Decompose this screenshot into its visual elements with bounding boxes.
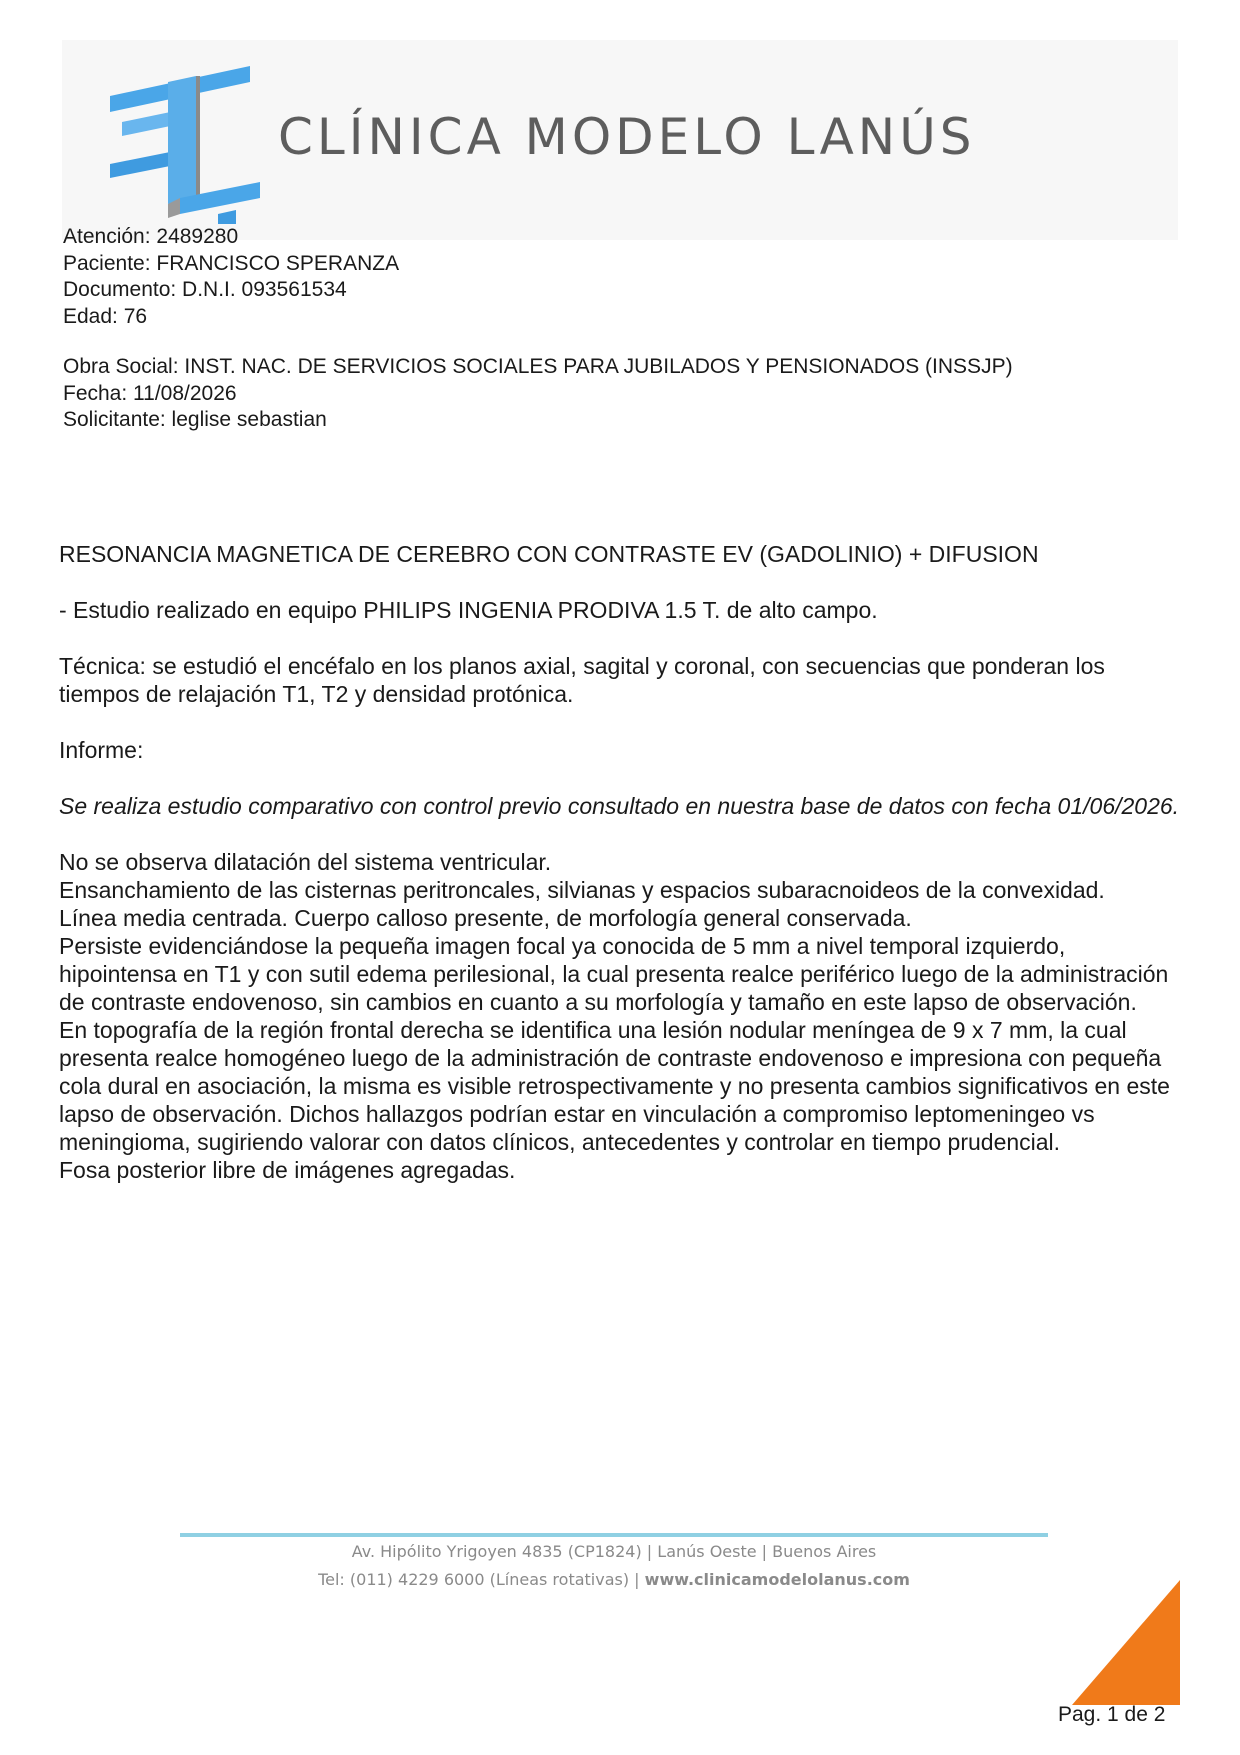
patient-name: Paciente: FRANCISCO SPERANZA <box>63 251 400 275</box>
requesting-physician: Solicitante: leglise sebastian <box>63 408 327 431</box>
report-body <box>59 540 1189 1184</box>
clinic-name: CLÍNICA MODELO LANÚS <box>278 108 976 166</box>
finding-paragraph: Ensanchamiento de las cisternas peritroncales, silvianas y espacios subaracnoideos de la convexidad. <box>59 877 1105 903</box>
comparative-note: Se realiza estudio comparativo con control previo consultado en nuestra base de datos con fecha 01/06/2026. <box>59 793 1180 819</box>
footer-address: Av. Hipólito Yrigoyen 4835 (CP1824) | Lanús Oeste | Buenos Aires <box>351 1542 877 1561</box>
health-insurance: Obra Social: INST. NAC. DE SERVICIOS SOCIALES PARA JUBILADOS Y PENSIONADOS (INSSJP) <box>63 355 1013 378</box>
patient-document: Documento: D.N.I. 093561534 <box>63 278 347 301</box>
technique-paragraph: Técnica: se estudió el encéfalo en los planos axial, sagital y coronal, con secuencias que ponderan los tiempos de relajación T1, T2 y densidad protónica. <box>59 653 1105 707</box>
atencion-number: Atención: 2489280 <box>63 225 239 248</box>
finding-paragraph: No se observa dilatación del sistema ventricular. <box>59 849 552 875</box>
finding-paragraph: Línea media centrada. Cuerpo calloso presente, de morfología general conservada. <box>59 905 912 931</box>
page-number: Pag. 1 de 2 <box>1058 1703 1166 1726</box>
informe-label: Informe: <box>59 737 144 763</box>
orange-corner-triangle-icon <box>1072 1580 1180 1705</box>
report-title: RESONANCIA MAGNETICA DE CEREBRO CON CONTRASTE EV (GADOLINIO) + DIFUSION <box>59 541 1039 567</box>
finding-paragraph: Persiste evidenciándose la pequeña imagen focal ya conocida de 5 mm a nivel temporal izquierdo, hipointensa en T1 y con sutil edema perilesional, la cual presenta realce periférico luego de la administración de contraste endovenoso, sin cambios en cuanto a su morfología y tamaño en este lapso de observación. <box>59 933 1169 1015</box>
equipment-note: - Estudio realizado en equipo PHILIPS INGENIA PRODIVA 1.5 T. de alto campo. <box>59 597 878 623</box>
study-date: Fecha: 11/08/2026 <box>63 381 237 405</box>
footer-contact <box>180 1570 1048 1589</box>
footer-phone: Tel: (011) 4229 6000 (Líneas rotativas) | <box>318 1570 645 1589</box>
patient-info <box>63 224 1013 434</box>
patient-age: Edad: 76 <box>63 304 148 328</box>
finding-paragraph: En topografía de la región frontal derecha se identifica una lesión nodular meníngea de 9 x 7 mm, la cual presenta realce homogéneo luego de la administración de contraste endovenoso e impresiona con pequeña cola dural en asociación, la misma es visible retrospectivamente y no presenta cambios significativos en este lapso de observación. Dichos hallazgos podrían estar en vinculación a compromiso leptomeningeo vs meningioma, sugiriendo valorar con datos clínicos, antecedentes y controlar en tiempo prudencial. <box>59 1017 1170 1155</box>
footer-rule <box>180 1533 1048 1537</box>
footer-website-link[interactable]: www.clinicamodelolanus.com <box>644 1570 910 1589</box>
finding-paragraph: Fosa posterior libre de imágenes agregadas. <box>59 1157 516 1183</box>
clinica-modelo-lanus-logo-icon <box>110 66 260 224</box>
